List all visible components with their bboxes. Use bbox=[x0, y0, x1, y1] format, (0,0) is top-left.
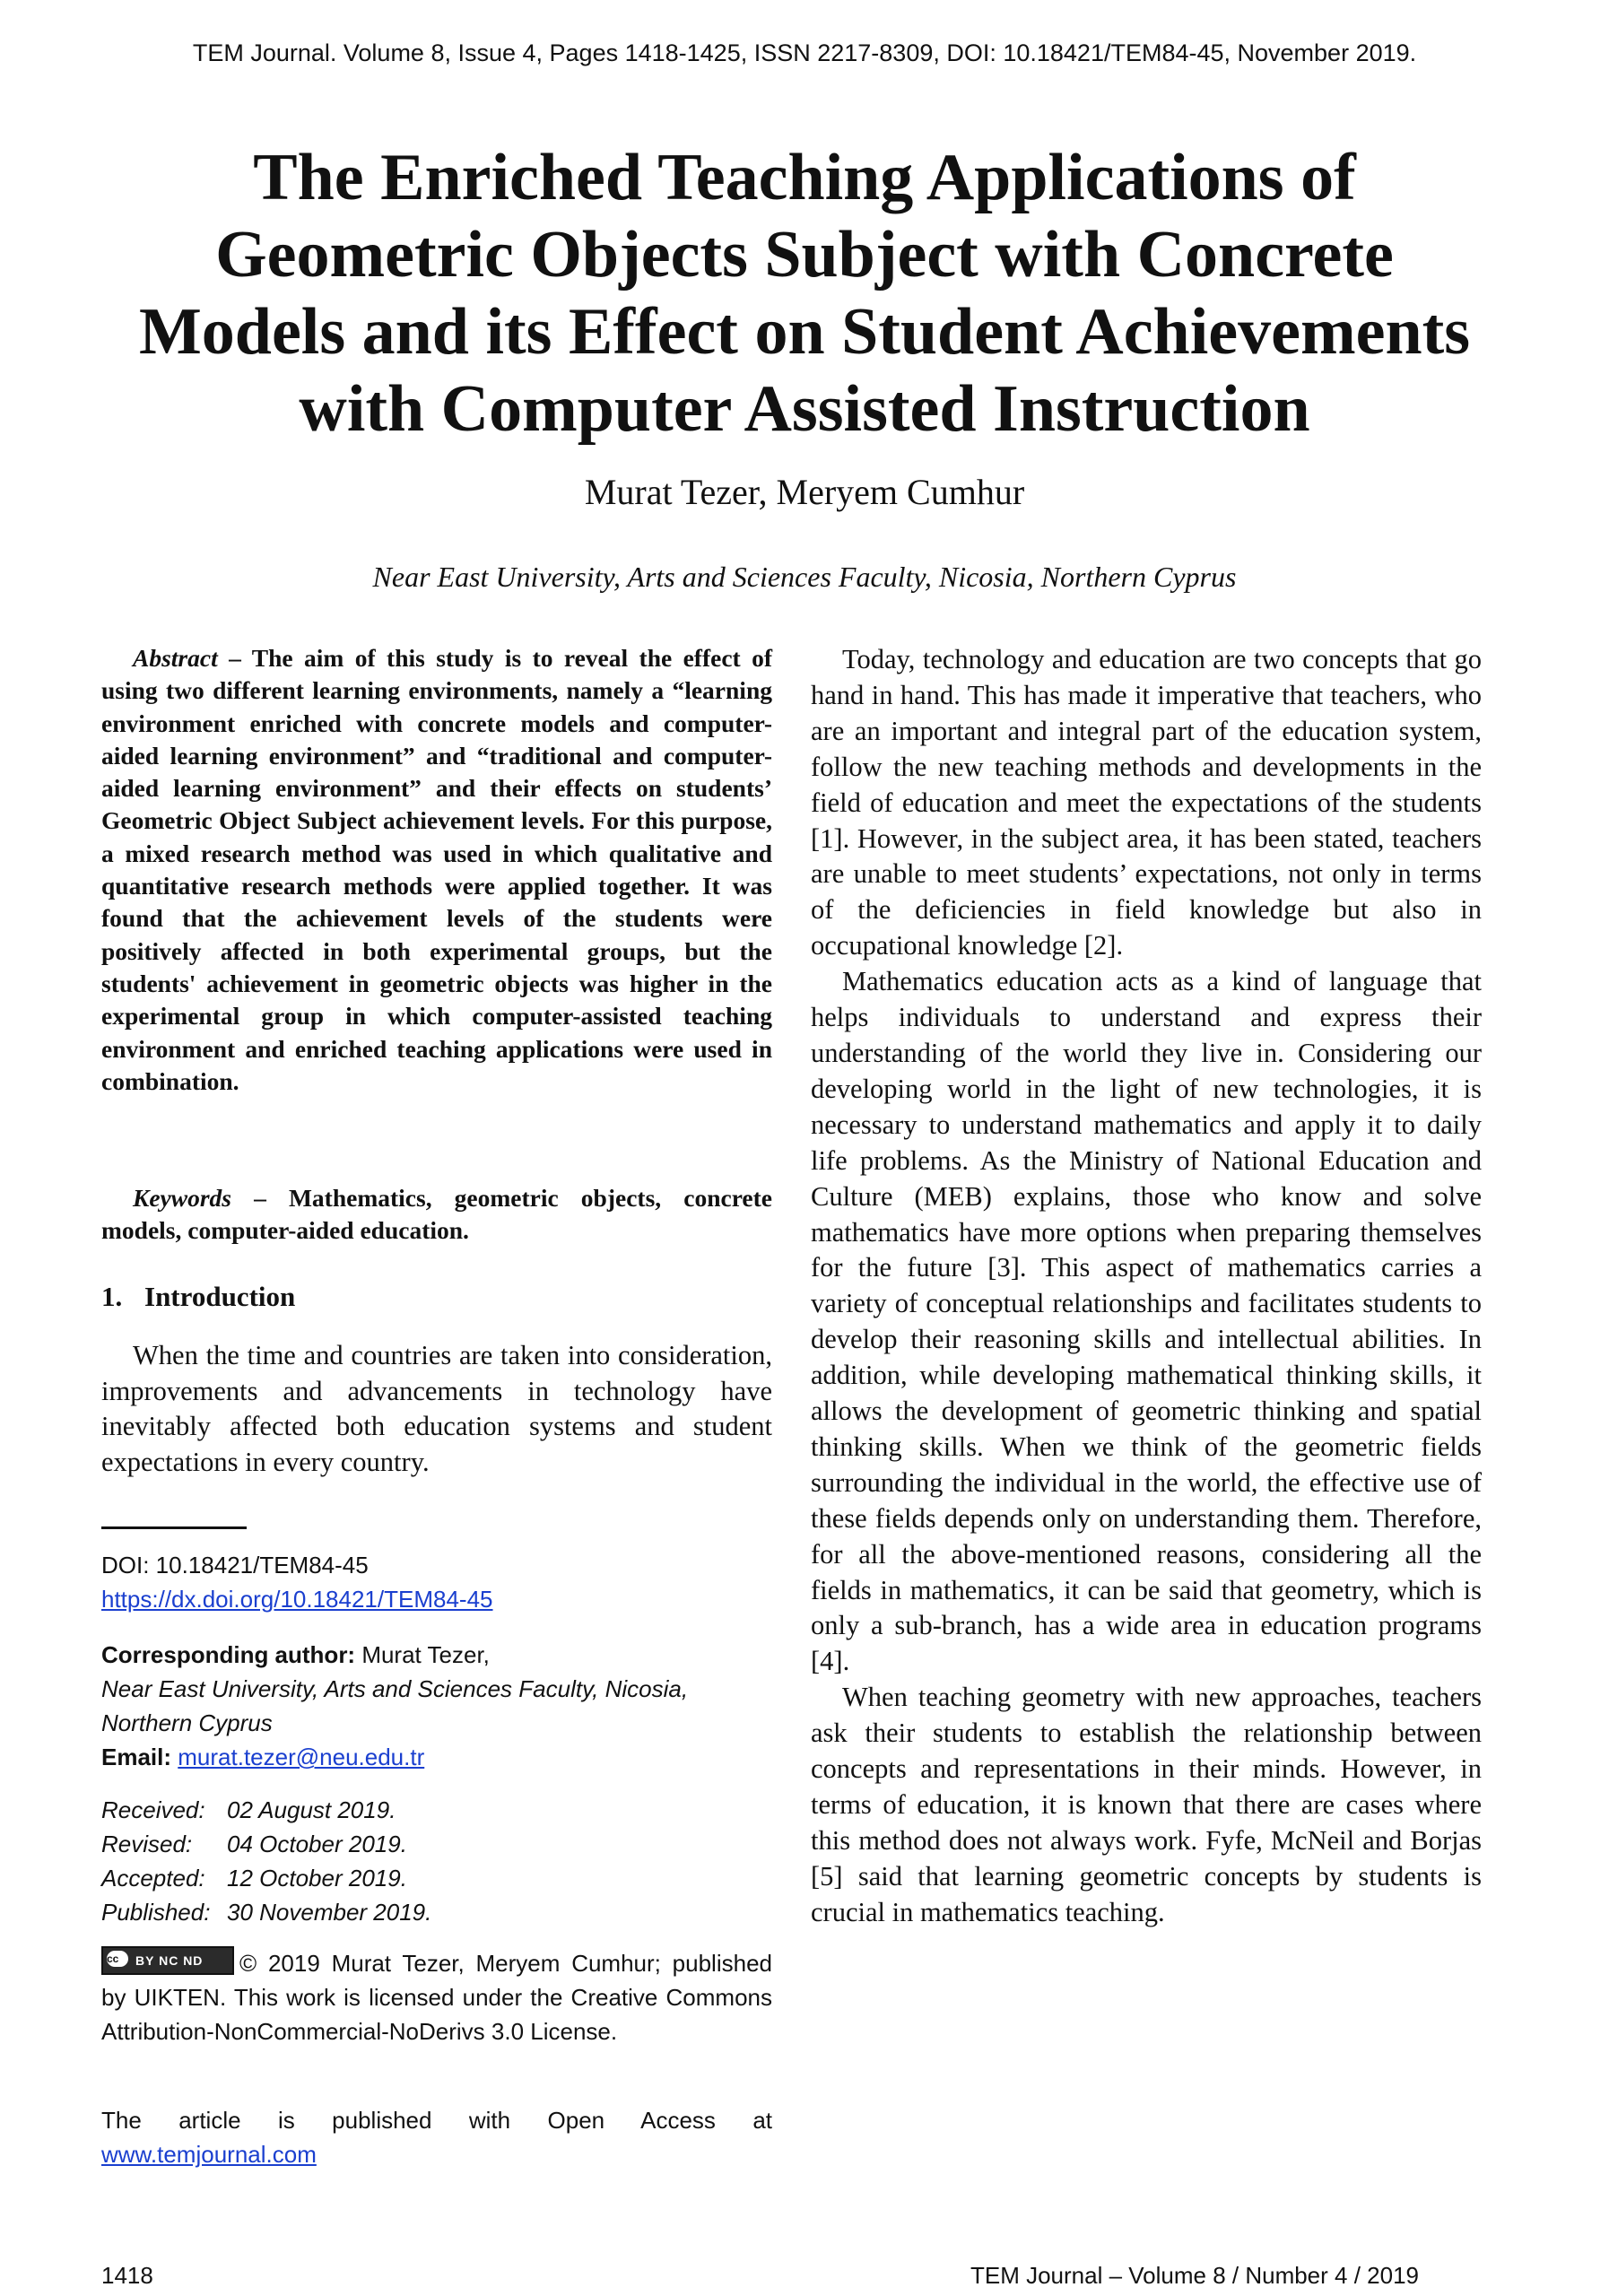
running-header: TEM Journal. Volume 8, Issue 4, Pages 1418-1425, ISSN 2217-8309, DOI: 10.18421/TEM84-45, November 2019. bbox=[192, 39, 1417, 66]
date-value: 02 August 2019. bbox=[227, 1796, 396, 1823]
date-value: 04 October 2019. bbox=[227, 1831, 407, 1857]
title-line: with Computer Assisted Instruction bbox=[299, 372, 1310, 446]
intro-paragraph: When the time and countries are taken into consideration, improvements and advancements in technology have inevitably affected both education systems and student expectations in every country. bbox=[101, 1340, 772, 1477]
paper-title bbox=[81, 139, 1528, 448]
body-paragraph: Today, technology and education are two concepts that go hand in hand. This has made it imperative that teachers, who are an important and integral part of the education system, follow the new teaching methods and developments in the field of education and meet the expectations of the students [1]. However, in the subject area, it has been stated, teachers are unable to meet students’ expectations, not only in terms of the deficiencies in field knowledge but also in occupational knowledge [2]. bbox=[811, 644, 1482, 961]
email-label: Email: bbox=[101, 1744, 172, 1770]
title-line: The Enriched Teaching Applications of bbox=[253, 141, 1356, 214]
date-label: Accepted: bbox=[101, 1865, 205, 1892]
journal-link[interactable]: www.temjournal.com bbox=[101, 2141, 317, 2168]
right-column-text bbox=[811, 642, 1482, 1931]
cc-icon: cc bbox=[107, 1951, 128, 1967]
date-row bbox=[101, 1827, 772, 1861]
cc-license-badge[interactable] bbox=[101, 1946, 234, 1975]
license-text: © 2019 Murat Tezer, Meryem Cumhur; published by UIKTEN. This work is licensed under the Creative Commons Attribution-NonCommercial-NoDerivs 3.0 License. bbox=[101, 1950, 772, 2045]
footnote-doi bbox=[101, 1548, 772, 1616]
abstract-text: – The aim of this study is to reveal the effect of using two different learning environments, namely a “learning environment enriched with concrete models and computer-aided learning environment” and “traditional and computer-aided learning environment” and their effects on students’ Geometric Object Subject achievement levels. For this purpose, a mixed research method was used in which qualitative and quantitative research methods were applied together. It was found that the achievement levels of the students were positively affected in both experimental groups, but the students' achievement in geometric objects was higher in the experimental group in which computer-assisted teaching environment and enriched teaching applications were used in combination. bbox=[101, 644, 772, 1095]
corr-name: Murat Tezer, bbox=[355, 1641, 490, 1668]
doi-label: DOI: 10.18421/TEM84-45 bbox=[101, 1552, 369, 1578]
body-paragraph: When teaching geometry with new approaches, teachers ask their students to establish the relationship between concepts and representations in their minds. However, in terms of education, it is known that there are cases where this method does not always work. Fyfe, McNeil and Borjas [5] said that learning geometric concepts by students is crucial in mathematics teaching. bbox=[811, 1682, 1482, 1927]
authors: Murat Tezer, Meryem Cumhur bbox=[584, 472, 1025, 512]
date-row bbox=[101, 1861, 772, 1895]
date-row bbox=[101, 1895, 772, 1929]
section-title: Introduction bbox=[144, 1281, 296, 1312]
section-number: 1. bbox=[101, 1281, 123, 1312]
title-line: Models and its Effect on Student Achievements bbox=[138, 295, 1471, 369]
abstract-lead: Abstract bbox=[133, 644, 218, 672]
doi-link[interactable]: https://dx.doi.org/10.18421/TEM84-45 bbox=[101, 1586, 493, 1613]
keywords-text: – Mathematics, geometric objects, concrete models, computer-aided education. bbox=[101, 1184, 772, 1245]
date-label: Published: bbox=[101, 1899, 211, 1926]
date-label: Received: bbox=[101, 1796, 205, 1823]
open-access-text: The article is published with Open Access at bbox=[101, 2107, 772, 2134]
affiliation: Near East University, Arts and Sciences Faculty, Nicosia, Northern Cyprus bbox=[372, 561, 1237, 593]
running-footer: TEM Journal – Volume 8 / Number 4 / 2019 bbox=[970, 2262, 1419, 2289]
footnote-corresponding bbox=[101, 1638, 772, 1774]
body-paragraph: Mathematics education acts as a kind of language that helps individuals to understand and express their understanding of the world they live in. Considering our developing world in the light of new technologies, it is necessary to understand mathematics and apply it to daily life problems. As the Ministry of National Education and Culture (MEB) explains, those who know and solve mathematics have more options when preparing themselves for the future [3]. This aspect of mathematics carries a variety of conceptual relationships and facilitates students to develop their reasoning skills and intellectual abilities. In addition, while developing mathematical thinking skills, it allows the development of geometric thinking and spatial thinking skills. When we think of the geometric fields surrounding the individual in the world, the effective use of these fields depends only on understanding them. Therefore, for all the above-mentioned reasons, considering all the fields in mathematics, it can be said that geometry, which is only a sub-branch, has a wide area in education programs [4]. bbox=[811, 966, 1482, 1677]
corr-label: Corresponding author: bbox=[101, 1641, 356, 1668]
footnote-license bbox=[101, 1946, 772, 2048]
corr-affiliation: Near East University, Arts and Sciences Faculty, Nicosia, Northern Cyprus bbox=[101, 1675, 689, 1736]
page-number: 1418 bbox=[101, 2262, 153, 2289]
keywords-lead: Keywords bbox=[133, 1184, 231, 1212]
footnote-divider bbox=[101, 1526, 247, 1529]
date-row bbox=[101, 1793, 772, 1827]
date-value: 12 October 2019. bbox=[227, 1865, 407, 1892]
keywords bbox=[101, 1182, 772, 1248]
abstract bbox=[101, 642, 772, 1098]
date-value: 30 November 2019. bbox=[227, 1899, 432, 1926]
email-link[interactable]: murat.tezer@neu.edu.tr bbox=[178, 1744, 425, 1770]
footnote-open-access bbox=[101, 2103, 772, 2171]
cc-badge-text: BY NC ND bbox=[135, 1953, 204, 1968]
section-heading bbox=[101, 1281, 772, 1313]
title-line: Geometric Objects Subject with Concrete bbox=[215, 218, 1394, 291]
footnote-dates bbox=[101, 1793, 772, 1929]
date-label: Revised: bbox=[101, 1831, 193, 1857]
